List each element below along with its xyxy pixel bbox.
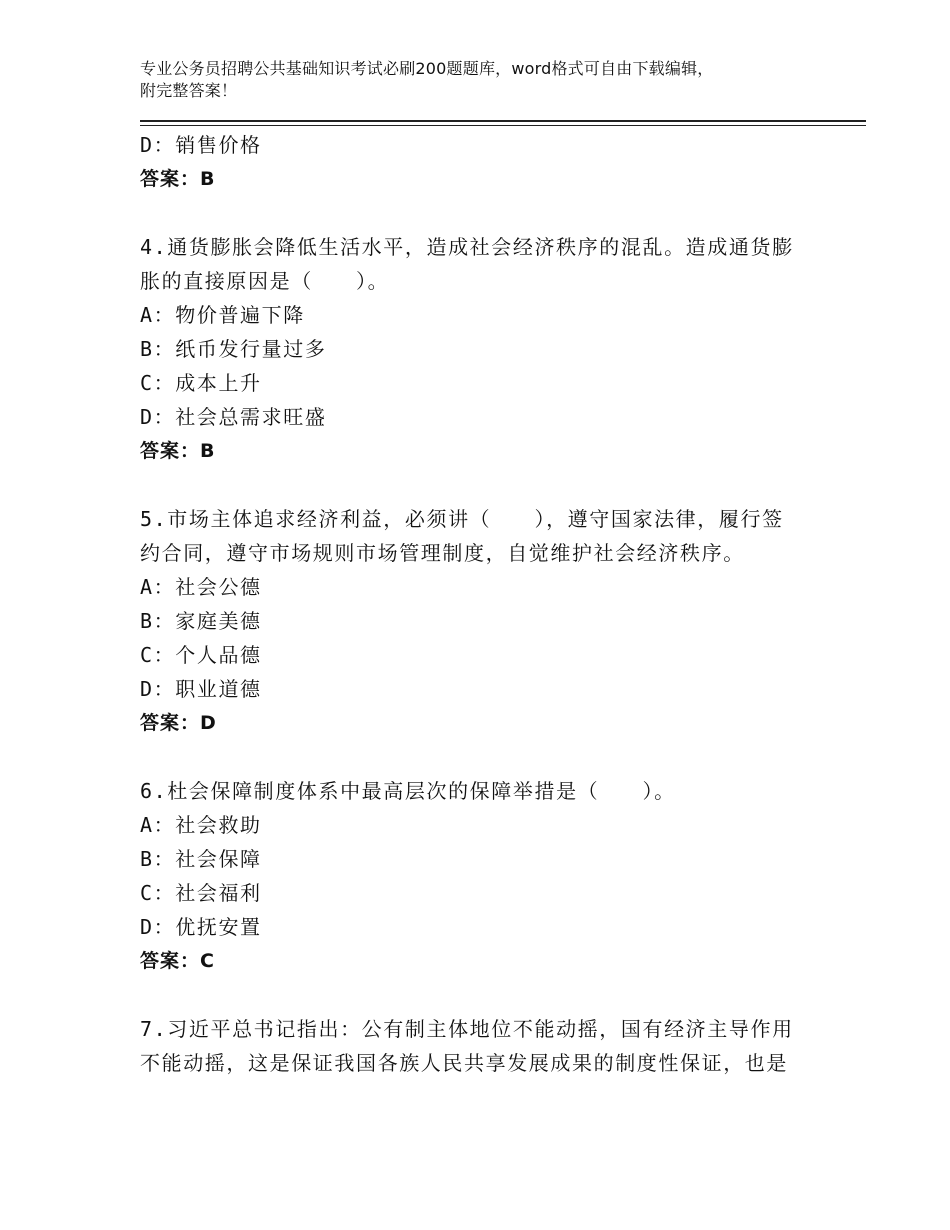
question-4-answer: 答案：B [140,440,216,462]
question-6 [140,774,800,978]
question-5 [140,502,800,740]
question-6-stem-1: 6.杜会保障制度体系中最高层次的保障举措是（ ）。 [140,779,676,803]
spacer [140,468,800,502]
spacer [140,196,800,230]
question-4-option-d: D：社会总需求旺盛 [140,405,327,429]
question-6-answer: 答案：C [140,950,215,972]
question-content [140,128,800,1080]
prev-option-d: D：销售价格 [140,133,262,157]
question-5-option-b: B：家庭美德 [140,609,262,633]
question-5-stem-1: 5.市场主体追求经济利益，必须讲（ ），遵守国家法律，履行签 [140,507,784,531]
header-rule-thin [140,125,866,126]
question-5-option-a: A：社会公德 [140,575,262,599]
header-line-2: 附完整答案！ [140,81,238,100]
question-6-option-c: C：社会福利 [140,881,262,905]
question-4-stem-1: 4.通货膨胀会降低生活水平，造成社会经济秩序的混乱。造成通货膨 [140,235,794,259]
question-5-answer: 答案：D [140,712,217,734]
question-5-option-d: D：职业道德 [140,677,262,701]
question-7-stem-1: 7.习近平总书记指出：公有制主体地位不能动摇，国有经济主导作用 [140,1017,794,1041]
spacer [140,740,800,774]
question-4 [140,230,800,468]
question-6-option-a: A：社会救助 [140,813,262,837]
question-4-stem-2: 胀的直接原因是（ ）。 [140,269,390,293]
header-line-1: 专业公务员招聘公共基础知识考试必刷200题题库，word格式可自由下载编辑， [140,59,714,78]
page-header [140,58,860,102]
question-5-option-c: C：个人品德 [140,643,262,667]
question-6-option-b: B：社会保障 [140,847,262,871]
header-rule-thick [140,120,866,122]
question-7-stem-2: 不能动摇，这是保证我国各族人民共享发展成果的制度性保证，也是 [140,1051,788,1075]
question-4-option-a: A：物价普遍下降 [140,303,305,327]
spacer [140,978,800,1012]
prev-answer: 答案：B [140,168,216,190]
question-4-option-b: B：纸币发行量过多 [140,337,327,361]
question-6-option-d: D：优抚安置 [140,915,262,939]
question-7 [140,1012,800,1080]
question-4-option-c: C：成本上升 [140,371,262,395]
question-5-stem-2: 约合同，遵守市场规则市场管理制度，自觉维护社会经济秩序。 [140,541,745,565]
